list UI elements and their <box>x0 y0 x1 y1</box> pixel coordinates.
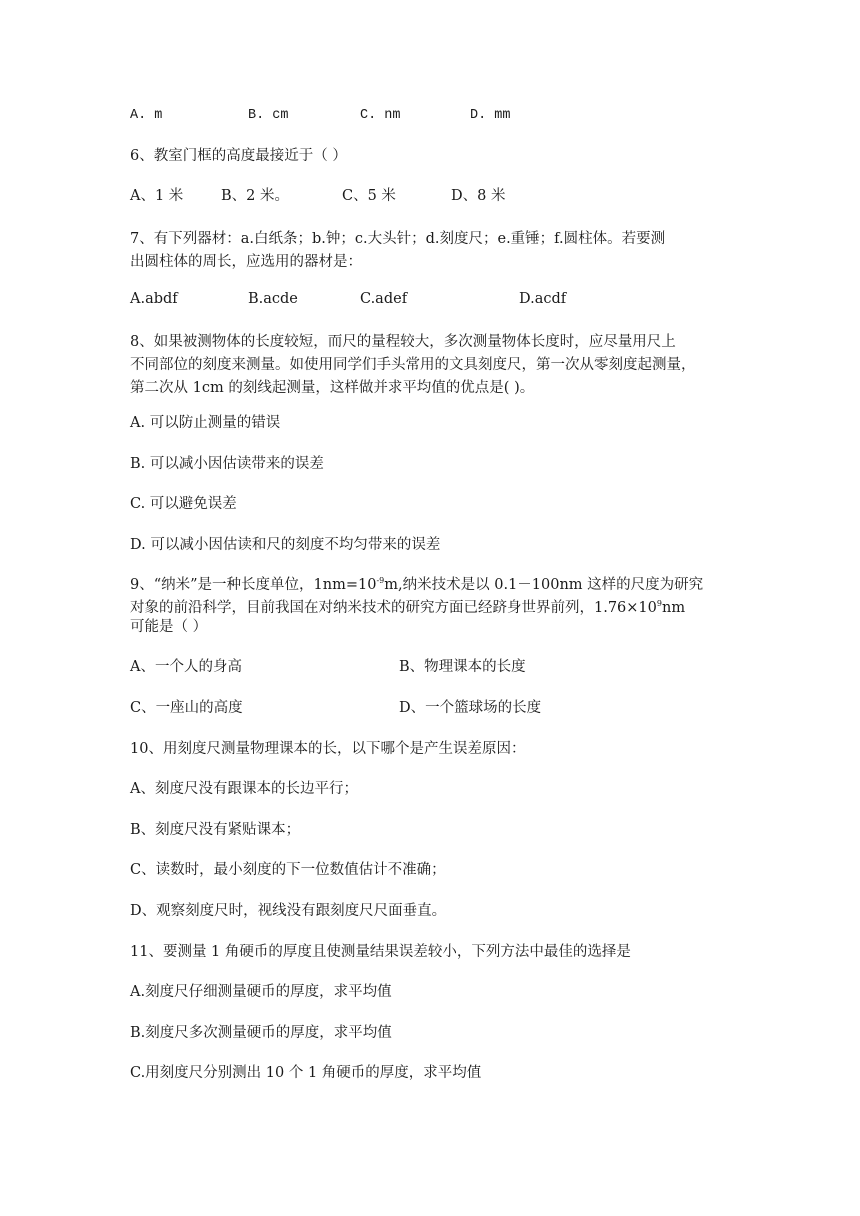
q8-option-d: D. 可以减小因估读和尺的刻度不均匀带来的误差 <box>130 537 441 553</box>
q9-stem-line2-b: nm <box>661 600 686 616</box>
q9-exponent-1: -9 <box>376 576 385 585</box>
q10-option-a: A、刻度尺没有跟课本的长边平行； <box>130 781 358 797</box>
q9-stem-line1 <box>130 575 703 595</box>
q6-option-c: C、5 米 <box>342 188 396 204</box>
q5-option-a: A. m <box>130 108 163 123</box>
q9-option-b: B、物理课本的长度 <box>399 659 526 675</box>
q10-option-c: C、读数时，最小刻度的下一位数值估计不准确； <box>130 862 446 878</box>
q10-option-d: D、观察刻度尺时，视线没有跟刻度尺尺面垂直。 <box>130 903 447 919</box>
q9-stem-line2-a: 对象的前沿科学，目前我国在对纳米技术的研究方面已经跻身世界前列，1.76×10 <box>130 600 657 616</box>
q8-option-c: C. 可以避免误差 <box>130 496 237 512</box>
q9-exponent-2: 9 <box>656 599 662 608</box>
q7-option-a: A.abdf <box>130 291 178 307</box>
q8-stem-line2: 不同部位的刻度来测量。如使用同学们手头常用的文具刻度尺，第一次从零刻度起测量， <box>130 357 696 373</box>
q9-option-a: A、一个人的身高 <box>130 659 242 675</box>
q10-option-b: B、刻度尺没有紧贴课本； <box>130 822 301 838</box>
q7-option-c: C.adef <box>360 291 408 307</box>
q5-option-b: B. cm <box>248 108 289 123</box>
q7-option-b: B.acde <box>248 291 298 307</box>
q5-option-c: C. nm <box>360 108 401 123</box>
q9-stem-line3: 可能是（ ） <box>130 619 208 635</box>
q10-stem: 10、用刻度尺测量物理课本的长，以下哪个是产生误差原因： <box>130 741 526 757</box>
q8-option-a: A. 可以防止测量的错误 <box>130 415 281 431</box>
q7-stem-line1: 7、有下列器材：a.白纸条；b.钟；c.大头针；d.刻度尺；e.重锤；f.圆柱体。若要测 <box>130 231 666 247</box>
q9-stem-line1-b: m,纳米技术是以 0.1－100nm 这样的尺度为研究 <box>384 577 704 593</box>
q5-option-d: D. mm <box>470 108 511 123</box>
q6-option-d: D、8 米 <box>451 188 506 204</box>
q8-stem-line3: 第二次从 1cm 的刻线起测量，这样做并求平均值的优点是( )。 <box>130 380 535 396</box>
q11-option-c: C.用刻度尺分别测出 10 个 1 角硬币的厚度，求平均值 <box>130 1065 482 1081</box>
q8-option-b: B. 可以减小因估读带来的误差 <box>130 456 324 472</box>
q11-option-a: A.刻度尺仔细测量硬币的厚度，求平均值 <box>130 984 392 1000</box>
q6-option-a: A、1 米 <box>130 188 184 204</box>
q11-option-b: B.刻度尺多次测量硬币的厚度，求平均值 <box>130 1025 392 1041</box>
q7-stem-line2: 出圆柱体的周长，应选用的器材是： <box>130 254 362 270</box>
q6-option-b: B、2 米。 <box>221 188 289 204</box>
q9-stem-line2 <box>130 598 685 618</box>
q9-stem-line1-a: 9、“纳米”是一种长度单位，1nm=10 <box>130 577 377 593</box>
q8-stem-line1: 8、如果被测物体的长度较短，而尺的量程较大，多次测量物体长度时，应尽量用尺上 <box>130 334 676 350</box>
q11-stem: 11、要测量 1 角硬币的厚度且使测量结果误差较小，下列方法中最佳的选择是 <box>130 944 631 960</box>
q6-stem: 6、教室门框的高度最接近于（ ） <box>130 148 347 164</box>
q7-option-d: D.acdf <box>519 291 567 307</box>
q9-option-c: C、一座山的高度 <box>130 700 243 716</box>
q9-option-d: D、一个篮球场的长度 <box>399 700 542 716</box>
